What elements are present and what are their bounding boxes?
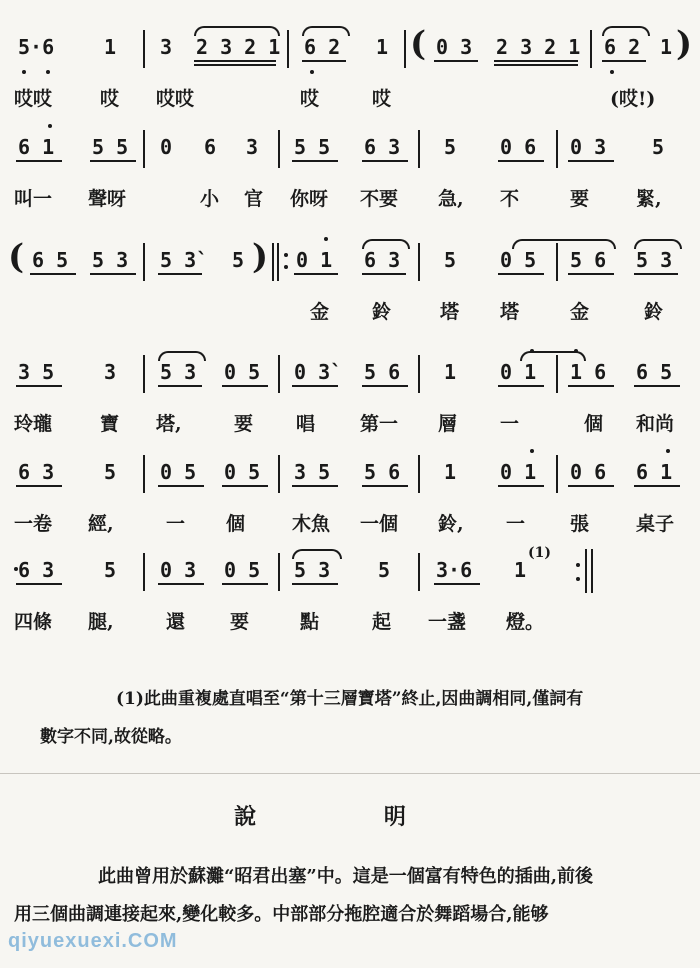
open-paren: ( <box>410 24 427 64</box>
slur <box>292 549 342 559</box>
beam <box>292 485 338 487</box>
score-system-6 <box>0 545 700 653</box>
note-group: 5 6 <box>570 248 607 272</box>
lyric: 一卷 <box>14 513 53 535</box>
barline <box>418 455 420 493</box>
note-group: 1 <box>104 35 117 59</box>
beam <box>362 385 408 387</box>
lyric: 金 <box>570 301 590 323</box>
barline <box>556 355 558 393</box>
lyric: 經, <box>88 513 114 535</box>
note-group: 6 3 <box>364 248 401 272</box>
watermark: qiyuexuexi.COM <box>8 930 178 952</box>
note-group: 5 3 <box>92 248 129 272</box>
lyric: 鈴 <box>644 301 664 323</box>
barline <box>418 553 420 591</box>
beam <box>302 60 346 62</box>
lyric: 張 <box>570 513 590 535</box>
octave-dot <box>324 237 328 241</box>
beam <box>498 273 544 275</box>
lyrics-line <box>0 411 700 441</box>
beam <box>634 385 680 387</box>
octave-dot <box>46 70 50 74</box>
note-group: 0 5 <box>160 460 197 484</box>
lyric: 哎哎 <box>14 88 53 110</box>
lyric: 鈴, <box>438 513 464 535</box>
footnote-line: (1)此曲重複處直唱至“第十三層寶塔”終止,因曲調相同,僅詞有 <box>116 689 584 709</box>
beam <box>16 583 62 585</box>
note-group: 5·6 <box>18 35 55 59</box>
lyric: 哎 <box>100 88 120 110</box>
note-group: 1 <box>444 460 457 484</box>
lyric: 一盞 <box>428 611 467 633</box>
beam <box>292 385 338 387</box>
beam <box>294 273 338 275</box>
score-system-1 <box>0 24 700 130</box>
beam <box>568 485 614 487</box>
lyric: 還 <box>166 611 186 633</box>
lyrics-line <box>0 609 700 639</box>
open-paren: ( <box>8 237 25 277</box>
note-group: 0 1 <box>296 248 333 272</box>
beam <box>494 60 578 62</box>
barline <box>556 243 558 281</box>
lyric: 唱 <box>296 413 316 435</box>
close-paren: ) <box>252 237 269 277</box>
beam <box>434 60 478 62</box>
barline <box>278 130 280 168</box>
score-system-3 <box>0 237 700 343</box>
lyrics-line <box>0 299 700 329</box>
note-group: 6 1 <box>636 460 673 484</box>
beam <box>16 385 62 387</box>
beam <box>498 385 544 387</box>
lyric: 你呀 <box>290 188 329 210</box>
barline <box>143 243 145 281</box>
footnote <box>40 680 680 756</box>
note-group: 3 <box>246 135 259 159</box>
lyric: 木魚 <box>292 513 331 535</box>
lyrics-line <box>0 186 700 216</box>
lyric: 四條 <box>14 611 53 633</box>
beam <box>568 385 614 387</box>
note-group: 1 <box>514 558 527 582</box>
lyric: 叫一 <box>14 188 53 210</box>
lyric: 緊, <box>636 188 662 210</box>
lyric: 塔 <box>500 301 520 323</box>
note-group: 5 5 <box>294 135 331 159</box>
lyric: 聲呀 <box>88 188 127 210</box>
note-group: 0 1 <box>500 460 537 484</box>
beam <box>16 160 62 162</box>
repeat-barline <box>277 243 279 281</box>
note-group: 6 1 <box>18 135 55 159</box>
octave-dot <box>14 567 18 571</box>
beam <box>568 273 614 275</box>
repeat-barline <box>272 243 274 281</box>
barline <box>143 30 145 68</box>
barline <box>556 455 558 493</box>
barline <box>404 30 406 68</box>
octave-dot <box>666 449 670 453</box>
barline <box>143 130 145 168</box>
note-group: 6 5 <box>636 360 673 384</box>
note-group: 0 3 <box>160 558 197 582</box>
lyric: (哎!) <box>610 88 656 110</box>
lyric: 寶 <box>100 413 120 435</box>
beam <box>634 485 680 487</box>
lyric: 哎 <box>372 88 392 110</box>
note-group: 0 6 <box>500 135 537 159</box>
section-body <box>14 858 694 934</box>
octave-dot <box>22 70 26 74</box>
note-group: 5 <box>104 460 117 484</box>
octave-dot <box>530 449 534 453</box>
barline <box>278 455 280 493</box>
note-group: 3 <box>104 360 117 384</box>
lyric: 一 <box>500 413 520 435</box>
note-group: 3 5 <box>18 360 55 384</box>
note-group: 6 3 <box>18 558 55 582</box>
beam <box>362 273 406 275</box>
note-group: 0 5 <box>224 558 261 582</box>
beam <box>158 273 202 275</box>
note-group: 0 5 <box>500 248 537 272</box>
barline <box>556 130 558 168</box>
beam <box>222 385 268 387</box>
footnote-mark: (1) <box>528 545 551 561</box>
note-group: 0 6 <box>570 460 607 484</box>
repeat-dot <box>576 577 580 581</box>
lyric: 燈。 <box>506 611 545 633</box>
divider <box>0 773 700 774</box>
slur <box>194 26 280 36</box>
note-group: 6 2 <box>304 35 341 59</box>
lyric: 要 <box>234 413 254 435</box>
footnote-line: 數字不同,故從略。 <box>40 727 182 747</box>
lyric: 腿, <box>88 611 114 633</box>
barline <box>278 355 280 393</box>
octave-dot <box>610 70 614 74</box>
note-group: 1 <box>444 360 457 384</box>
lyric: 急, <box>438 188 464 210</box>
note-group: 5 3` <box>160 248 209 272</box>
beam <box>158 385 202 387</box>
note-group: 6 2 <box>604 35 641 59</box>
body-line: 用三個曲調連接起來,變化較多。中部部分拖腔適合於舞蹈場合,能够 <box>14 904 549 925</box>
barline <box>143 355 145 393</box>
lyric: 不 <box>500 188 520 210</box>
slur <box>602 26 650 36</box>
beam <box>602 60 646 62</box>
lyric: 官 <box>244 188 264 210</box>
barline <box>287 30 289 68</box>
note-group: 1 6 <box>570 360 607 384</box>
beam <box>30 273 76 275</box>
lyric: 玲瓏 <box>14 413 53 435</box>
repeat-barline <box>585 549 587 593</box>
barline <box>418 130 420 168</box>
body-line: 此曲曾用於蘇灘“昭君出塞”中。這是一個富有特色的插曲,前後 <box>98 866 593 887</box>
lyric: 一 <box>166 513 186 535</box>
repeat-dot <box>576 563 580 567</box>
lyric: 一 <box>506 513 526 535</box>
beam <box>362 160 408 162</box>
lyric: 一個 <box>360 513 399 535</box>
barline <box>418 243 420 281</box>
note-group: 5 3 <box>636 248 673 272</box>
slur <box>158 351 206 361</box>
beam <box>16 485 62 487</box>
beam <box>158 583 204 585</box>
lyrics-line <box>0 86 700 116</box>
lyric: 不要 <box>360 188 399 210</box>
note-group: 1 <box>376 35 389 59</box>
beam <box>158 485 204 487</box>
lyric: 塔, <box>156 413 182 435</box>
lyric: 要 <box>230 611 250 633</box>
note-group: 5 <box>444 135 457 159</box>
lyric: 桌子 <box>636 513 675 535</box>
beam <box>434 583 480 585</box>
note-group: 5 5 <box>92 135 129 159</box>
close-paren: ) <box>676 24 693 64</box>
section-heading: 說 明 <box>234 804 466 830</box>
barline <box>143 553 145 591</box>
lyric: 要 <box>570 188 590 210</box>
octave-dot <box>574 349 578 353</box>
note-group: 6 3 <box>18 460 55 484</box>
slur <box>302 26 350 36</box>
note-group: 0 3 <box>436 35 473 59</box>
lyric: 個 <box>584 413 604 435</box>
note-group: 5 3 <box>160 360 197 384</box>
beam <box>292 160 338 162</box>
beam <box>222 485 268 487</box>
beam <box>90 160 136 162</box>
beam <box>498 485 544 487</box>
beam <box>194 60 276 62</box>
lyrics-line <box>0 511 700 541</box>
score-system-4 <box>0 355 700 455</box>
note-group: 5 <box>232 248 245 272</box>
lyric: 金 <box>310 301 330 323</box>
lyric: 哎哎 <box>156 88 195 110</box>
score-system-2 <box>0 130 700 230</box>
lyric: 點 <box>300 611 320 633</box>
note-group: 6 5 <box>32 248 69 272</box>
note-group: 0 3` <box>294 360 343 384</box>
note-group: 0 1 <box>500 360 537 384</box>
note-group: 3 5 <box>294 460 331 484</box>
beam <box>222 583 268 585</box>
repeat-dot <box>284 265 288 269</box>
slur <box>634 239 682 249</box>
beam <box>362 485 408 487</box>
note-group: 3 <box>160 35 173 59</box>
beam <box>634 273 678 275</box>
lyric: 和尚 <box>636 413 675 435</box>
beam <box>568 160 614 162</box>
lyric: 第一 <box>360 413 399 435</box>
score-system-5 <box>0 455 700 555</box>
note-group: 5 3 <box>294 558 331 582</box>
note-group: 5 <box>378 558 391 582</box>
beam <box>194 64 276 66</box>
note-group: 5 <box>104 558 117 582</box>
note-group: 1 <box>660 35 673 59</box>
barline <box>278 553 280 591</box>
slur <box>362 239 410 249</box>
note-group: 5 <box>444 248 457 272</box>
lyric: 塔 <box>440 301 460 323</box>
lyric: 層 <box>438 413 458 435</box>
note-group: 6 3 <box>364 135 401 159</box>
note-group: 0 5 <box>224 460 261 484</box>
note-group: 5 6 <box>364 460 401 484</box>
lyric: 哎 <box>300 88 320 110</box>
barline <box>418 355 420 393</box>
octave-dot <box>310 70 314 74</box>
note-group: 2 3 2 1 <box>496 35 581 59</box>
note-group: 0 <box>160 135 173 159</box>
note-group: 3·6 <box>436 558 473 582</box>
note-group: 5 6 <box>364 360 401 384</box>
lyric: 起 <box>372 611 392 633</box>
barline <box>590 30 592 68</box>
lyric: 鈴 <box>372 301 392 323</box>
lyric: 小 <box>200 188 220 210</box>
lyric: 個 <box>226 513 246 535</box>
repeat-dot <box>284 253 288 257</box>
note-group: 0 3 <box>570 135 607 159</box>
note-group: 6 <box>204 135 217 159</box>
octave-dot <box>48 124 52 128</box>
note-group: 0 5 <box>224 360 261 384</box>
beam <box>292 583 338 585</box>
note-group: 5 <box>652 135 665 159</box>
beam <box>90 273 136 275</box>
beam <box>494 64 578 66</box>
barline <box>143 455 145 493</box>
repeat-barline <box>591 549 593 593</box>
note-group: 2 3 2 1 <box>196 35 281 59</box>
beam <box>498 160 544 162</box>
